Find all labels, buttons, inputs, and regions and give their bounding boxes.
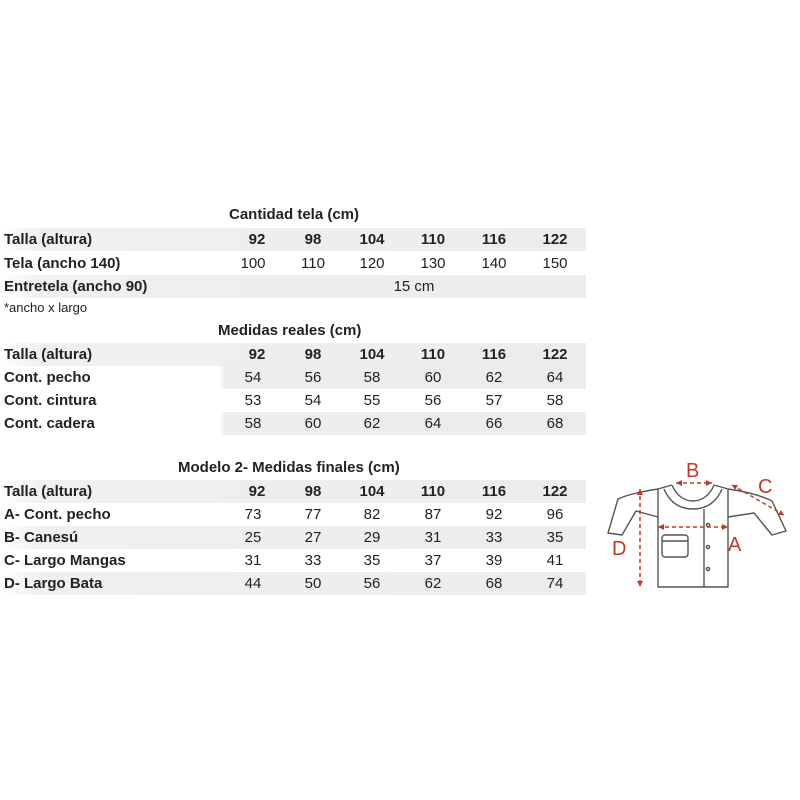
column-header: 104 bbox=[359, 346, 385, 363]
table2-row-cadera bbox=[0, 412, 586, 435]
row-label: C- Largo Mangas bbox=[4, 552, 126, 569]
column-header: 116 bbox=[481, 483, 507, 500]
label-c: C bbox=[758, 476, 773, 498]
table3-row-mangas bbox=[0, 549, 586, 572]
table-cell: 60 bbox=[304, 415, 322, 432]
table-cell: 62 bbox=[363, 415, 381, 432]
table3-header-row bbox=[0, 480, 586, 503]
table2-header-label: Talla (altura) bbox=[4, 346, 93, 363]
table2-title: Medidas reales (cm) bbox=[218, 322, 362, 339]
table-cell: 50 bbox=[304, 575, 322, 592]
table-cell: 110 bbox=[301, 255, 325, 272]
table-cell: 44 bbox=[244, 575, 262, 592]
column-header: 92 bbox=[248, 346, 266, 363]
row-label: B- Canesú bbox=[4, 529, 79, 546]
table-cell: 87 bbox=[424, 506, 442, 523]
table-cell: 58 bbox=[546, 392, 564, 409]
table-cell: 58 bbox=[244, 415, 262, 432]
table-cell: 56 bbox=[363, 575, 381, 592]
table-cell: 57 bbox=[485, 392, 503, 409]
table-cell: 68 bbox=[546, 415, 564, 432]
table2-row-pecho bbox=[0, 366, 586, 389]
table2-header-row bbox=[0, 343, 586, 366]
column-header: 98 bbox=[304, 483, 322, 500]
table2-row-cintura bbox=[0, 389, 586, 412]
table-cell: 56 bbox=[304, 369, 322, 386]
table-cell: 130 bbox=[420, 255, 446, 272]
table-cell: 96 bbox=[546, 506, 564, 523]
column-header: 116 bbox=[481, 231, 507, 248]
row-label: Cont. cadera bbox=[4, 415, 95, 432]
table1-note: *ancho x largo bbox=[4, 300, 88, 315]
table1-row-tela bbox=[0, 252, 586, 275]
table-cell: 64 bbox=[546, 369, 564, 386]
column-header: 104 bbox=[359, 231, 385, 248]
table3-row-canesu bbox=[0, 526, 586, 549]
label-b: B bbox=[686, 460, 700, 482]
table1-header-label: Talla (altura) bbox=[4, 231, 93, 248]
table-cell: 27 bbox=[304, 529, 322, 546]
label-a: A bbox=[728, 534, 742, 556]
table-cell: 33 bbox=[485, 529, 503, 546]
row-label: Cont. cintura bbox=[4, 392, 97, 409]
garment-measurement-diagram bbox=[600, 455, 795, 595]
table3-title: Modelo 2- Medidas finales (cm) bbox=[178, 459, 400, 476]
table-cell: 41 bbox=[546, 552, 564, 569]
table3-header-label: Talla (altura) bbox=[4, 483, 93, 500]
table1-title: Cantidad tela (cm) bbox=[229, 206, 360, 223]
column-header: 122 bbox=[542, 483, 568, 500]
table-cell: 25 bbox=[244, 529, 262, 546]
table-cell: 55 bbox=[363, 392, 381, 409]
column-header: 92 bbox=[248, 231, 266, 248]
table-cell: 64 bbox=[424, 415, 442, 432]
table-cell: 35 bbox=[363, 552, 381, 569]
table-cell: 53 bbox=[244, 392, 262, 409]
row-label: Cont. pecho bbox=[4, 369, 91, 386]
table-cell: 33 bbox=[304, 552, 322, 569]
table-cell: 66 bbox=[485, 415, 503, 432]
table3-row-pecho bbox=[0, 503, 586, 526]
table-cell: 56 bbox=[424, 392, 442, 409]
table-cell: 58 bbox=[363, 369, 381, 386]
column-header: 110 bbox=[420, 483, 446, 500]
table-cell: 73 bbox=[244, 506, 262, 523]
row-label: Tela (ancho 140) bbox=[4, 255, 121, 272]
table-cell: 37 bbox=[424, 552, 442, 569]
column-header: 116 bbox=[481, 346, 507, 363]
row-label: A- Cont. pecho bbox=[4, 506, 111, 523]
table-cell: 120 bbox=[359, 255, 385, 272]
label-d: D bbox=[612, 538, 627, 560]
row-label: D- Largo Bata bbox=[4, 575, 103, 592]
column-header: 98 bbox=[304, 231, 322, 248]
table-cell: 54 bbox=[244, 369, 262, 386]
table3-row-bata bbox=[0, 572, 586, 595]
table-cell: 68 bbox=[485, 575, 503, 592]
table-cell: 54 bbox=[304, 392, 322, 409]
table-cell: 150 bbox=[542, 255, 568, 272]
table-cell: 60 bbox=[424, 369, 442, 386]
table-cell: 82 bbox=[363, 506, 381, 523]
span-cell: 15 cm bbox=[393, 278, 435, 295]
column-header: 104 bbox=[359, 483, 385, 500]
table-cell: 62 bbox=[485, 369, 503, 386]
column-header: 122 bbox=[542, 231, 568, 248]
table-cell: 29 bbox=[363, 529, 381, 546]
table-cell: 77 bbox=[304, 506, 322, 523]
table-cell: 74 bbox=[546, 575, 564, 592]
table-cell: 31 bbox=[424, 529, 442, 546]
column-header: 92 bbox=[248, 483, 266, 500]
table-cell: 92 bbox=[485, 506, 503, 523]
column-header: 98 bbox=[304, 346, 322, 363]
table-cell: 100 bbox=[240, 255, 266, 272]
row-label: Entretela (ancho 90) bbox=[4, 278, 148, 295]
column-header: 110 bbox=[420, 231, 446, 248]
table-cell: 31 bbox=[244, 552, 262, 569]
column-header: 122 bbox=[542, 346, 568, 363]
table-cell: 140 bbox=[481, 255, 507, 272]
table-cell: 39 bbox=[485, 552, 503, 569]
table1-header-row bbox=[0, 228, 586, 251]
table-cell: 35 bbox=[546, 529, 564, 546]
table1-row-entretela bbox=[0, 275, 586, 298]
column-header: 110 bbox=[420, 346, 446, 363]
table-cell: 62 bbox=[424, 575, 442, 592]
measurement-lines bbox=[640, 483, 784, 587]
